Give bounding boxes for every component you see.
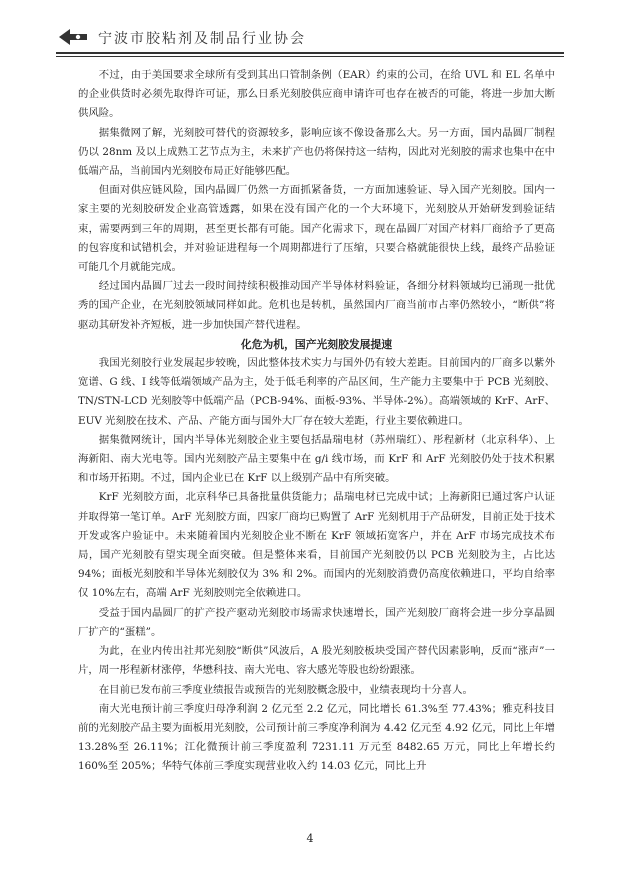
- paragraph: 为此，在业内传出社邦光刻胶“断供”风波后，A 股光刻胶板块受国产替代因素影响，反而“涨声”一片，周一彤程新材涨停，华懋科技、南大光电、容大感光等股也纷纷跟涨。: [78, 645, 555, 677]
- paragraph: 但面对供应链风险，国内晶圆厂仍然一方面抓紧备货，一方面加速验证、导入国产光刻胶。国内一家主要的光刻胶研发企业高管透露，如果在没有国产化的一个大环境下，光刻胶从开始研发到验证结束，需要两到三年的周期，甚至更长都有可能。国产化需求下，现在晶圆厂对国产材料厂商给予了更高的包容度和试错机会，并对验证进程每一个周期都进行了压缩，只要合格就能很快上线，最终产品验证可能几个月就能完成。: [78, 184, 555, 274]
- paragraph: 受益于国内晶圆厂的扩产投产驱动光刻胶市场需求快速增长，国产光刻胶厂商将会进一步分享晶圆厂扩产的“蛋糕”。: [78, 606, 555, 638]
- header-rule-thin: [56, 56, 564, 57]
- paragraph: 南大光电预计前三季度归母净利润 2 亿元至 2.2 亿元，同比增长 61.3%至 77.43%；雅克科技目前的光刻胶产品主要为面板用光刻胶，公司预计前三季度净利润为 4.42 亿元至 4.92 亿元，同比上年增 13.28%至 26.11%；江化微预计前三季度盈利 7231.11 万元至 8482.65 万元，同比上年增长约 160%至 205%；华特气体前三季度实现营业收入约 14.03 亿元，同比上升: [78, 702, 555, 773]
- association-logo-icon: [58, 26, 88, 48]
- paragraph: 经过国内晶圆厂过去一段时间持续积极推动国产半导体材料验证，各细分材料领域均已涌现一批优秀的国产企业，在光刻胶领域同样如此。危机也是转机，虽然国内厂商当前市占率仍然较小，“断供”将驱动其研发补齐短板，进一步加快国产替代进程。: [78, 280, 555, 331]
- paragraph: 不过，由于美国要求全球所有受到其出口管制条例（EAR）约束的公司，在给 UVL 和 EL 名单中的企业供货时必须先取得许可证，那么日系光刻胶供应商申请许可也存在被否的可能，将进一步加大断供风险。: [78, 69, 555, 120]
- header-rule-thick: [56, 52, 564, 54]
- paragraph: 在目前已发布前三季度业绩报告或预告的光刻胶概念股中，业绩表现均十分喜人。: [98, 683, 473, 696]
- page-number: 4: [306, 832, 314, 845]
- association-name: 宁波市胶粘剂及制品行业协会: [98, 31, 306, 47]
- paragraph: KrF 光刻胶方面，北京科华已具备批量供货能力；晶瑞电材已完成中试；上海新阳已通过客户认证并取得第一笔订单。ArF 光刻胶方面，四家厂商均已购置了 ArF 光刻机用于产品研发，目前正处于技术开发或客户验证中。未来随着国内光刻胶企业不断在 KrF 领域拓宽客户，并在 ArF 市场完成技术布局，国产光刻胶有望实现全面突破。但是整体来看，目前国产光刻胶仍以 PCB 光刻胶为主，占比达 94%；面板光刻胶和半导体光刻胶仅为 3% 和 2%。而国内的光刻胶消费仍高度依赖进口，平均自给率仅 10%左右，高端 ArF 光刻胶则完全依赖进口。: [78, 491, 555, 600]
- paragraph: 据集微网统计，国内半导体光刻胶企业主要包括晶瑞电材（苏州瑞红）、彤程新材（北京科华）、上海新阳、南大光电等。国内光刻胶产品主要集中在 g/i 线市场，而 KrF 和 ArF 光刻胶仍处于技术积累和市场开拓期。不过，国内企业已在 KrF 以上级别产品中有所突破。: [78, 433, 555, 485]
- paragraph: 据集微网了解，光刻胶可替代的资源较多，影响应该不像设备那么大。另一方面，国内晶圆厂制程仍以 28nm 及以上成熟工艺节点为主，未来扩产也仍将保持这一结构，因此对光刻胶的需求也集中在中低端产品，当前国内光刻胶布局正好能够匹配。: [78, 126, 555, 178]
- article-body: [78, 66, 555, 777]
- paragraph: 我国光刻胶行业发展起步较晚，因此整体技术实力与国外仍有较大差距。目前国内的厂商多以紫外宽谱、G 线、I 线等低端领域产品为主，处于低毛利率的产品区间，生产能力主要集中于 PCB 光刻胶、TN/STN-LCD 光刻胶等中低端产品（PCB-94%、面板-93%、半导体-2%）。高端领域的 KrF、ArF、EUV 光刻胶在技术、产品、产能方面与国外大厂存在较大差距，行业主要依赖进口。: [78, 357, 555, 427]
- section-title: 化危为机，国产光刻胶发展提速: [240, 337, 393, 351]
- page-header: [0, 0, 620, 64]
